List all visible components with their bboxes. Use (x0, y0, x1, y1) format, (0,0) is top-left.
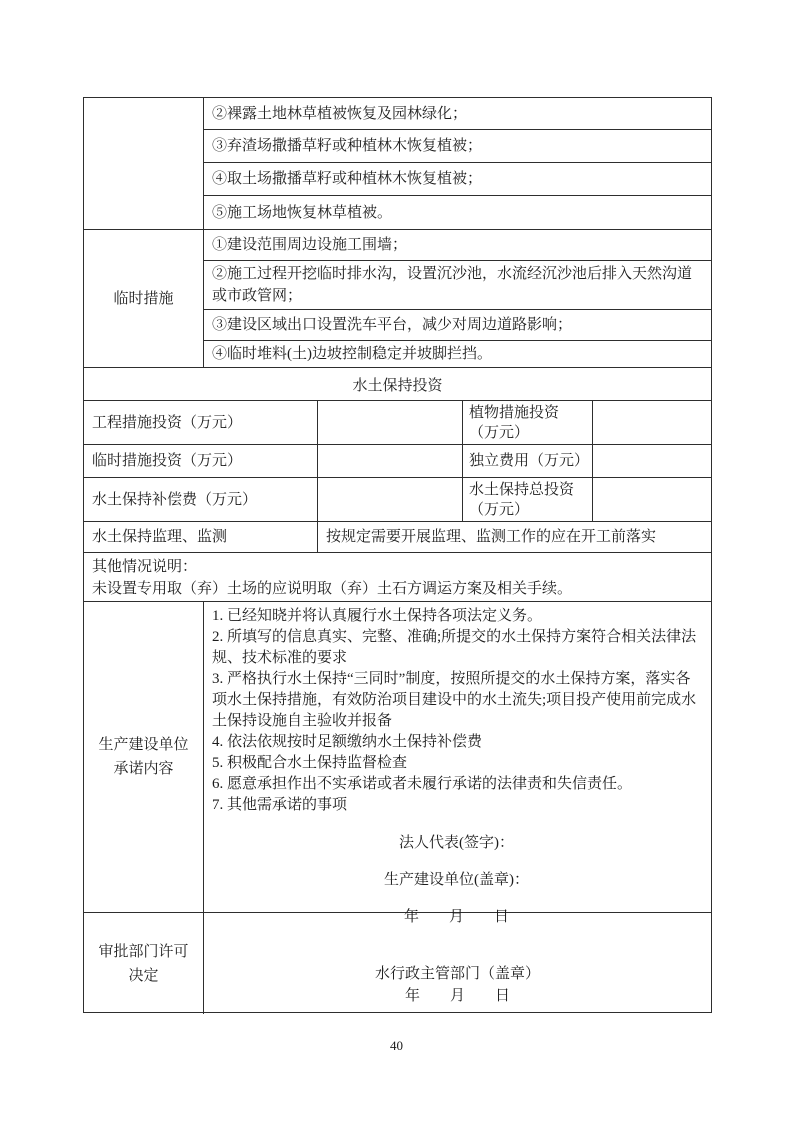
investment-row-temporary (84, 444, 711, 477)
independent-cost-label-cell (462, 445, 592, 477)
investment-header-row (84, 367, 711, 400)
other-notes-title: 其他情况说明： (92, 559, 198, 575)
approval-content-cell (204, 913, 711, 1014)
commitment-label-line1: 生产建设单位 (98, 737, 189, 753)
temporary-measures-section (84, 229, 711, 367)
vegetation-item-5 (204, 195, 711, 229)
compensation-fee-value-cell (317, 478, 462, 521)
commitment-label-line2: 承诺内容 (113, 761, 174, 777)
vegetation-item-5-text: ⑤施工场地恢复林草植被。 (212, 204, 393, 221)
vegetation-item-4 (204, 162, 711, 195)
commitment-content-cell (204, 602, 711, 925)
plant-investment-label: 植物措施投资（万元） (469, 404, 560, 441)
plant-investment-value-cell (592, 401, 711, 444)
supervision-note-cell (317, 522, 711, 552)
supervision-label: 水土保持监理、监测 (92, 529, 228, 545)
commitment-item-5: 5. 积极配合水土保持监督检查 (212, 755, 408, 771)
temporary-investment-label: 临时措施投资（万元） (92, 453, 243, 469)
vegetation-measures-label-cell-empty (84, 98, 204, 229)
commitment-item-2: 2. 所填写的信息真实、完整、准确;所提交的水土保持方案符合相关法律法规、技术标准的要求 (212, 629, 697, 666)
commitment-item-1: 1. 已经知晓并将认真履行水土保持各项法定义务。 (212, 608, 543, 624)
supervision-row (84, 521, 711, 552)
commitment-item-3: 3. 严格执行水土保持“三同时”制度，按照所提交的水土保持方案，落实各项水土保持措施，有效防治项目建设中的水土流失;项目投产使用前完成水土保持设施自主验收并报备 (212, 671, 697, 729)
vegetation-item-3-text: ③弃渣场撒播草籽或种植林木恢复植被； (212, 138, 483, 154)
commitment-section (84, 601, 711, 925)
commitment-item-7: 7. 其他需承诺的事项 (212, 797, 348, 813)
plant-investment-label-cell (462, 401, 592, 444)
commitment-item-4: 4. 依法依规按时足额缴纳水土保持补偿费 (212, 734, 483, 750)
other-notes-text: 未设置专用取（弃）土场的应说明取（弃）土石方调运方案及相关手续。 (92, 581, 573, 597)
construction-unit-seal-line: 生产建设单位(盖章)： (384, 872, 529, 888)
supervision-note: 按规定需要开展监理、监测工作的应在开工前落实 (326, 529, 657, 545)
approval-label-line1: 审批部门许可 (98, 943, 189, 960)
temporary-item-3 (204, 309, 711, 340)
engineering-investment-label: 工程措施投资（万元） (92, 414, 243, 431)
vegetation-measures-section (84, 98, 711, 229)
other-notes-cell (84, 553, 580, 601)
temporary-investment-label-cell (84, 445, 317, 477)
temporary-item-4 (204, 340, 711, 367)
page-number: 40 (390, 1038, 403, 1053)
water-authority-seal-line: 水行政主管部门（盖章） (374, 966, 540, 982)
temporary-measures-label-cell (84, 230, 204, 367)
temporary-item-4-text: ④临时堆料(土)边坡控制稳定并坡脚拦挡。 (212, 346, 492, 362)
approval-section (84, 912, 711, 1014)
commitment-date-line: 年 月 日 (403, 909, 509, 925)
temporary-investment-value-cell (317, 445, 462, 477)
investment-row-compensation (84, 477, 711, 521)
approval-date-line: 年 月 日 (404, 988, 510, 1004)
investment-row-engineering (84, 400, 711, 444)
vegetation-measures-items (204, 98, 711, 229)
supervision-label-cell (84, 522, 317, 552)
engineering-investment-value-cell (317, 401, 462, 444)
independent-cost-value-cell (592, 445, 711, 477)
vegetation-item-3 (204, 129, 711, 162)
soil-water-conservation-form-table (83, 97, 712, 1013)
temporary-item-2 (204, 260, 711, 309)
total-investment-value-cell (592, 478, 711, 521)
other-notes-section (84, 552, 711, 601)
vegetation-item-4-text: ④取土场撒播草籽或种植林木恢复植被； (212, 171, 483, 187)
temporary-item-1-text: ①建设范围周边设施工围墙； (212, 237, 408, 253)
approval-label-cell (84, 913, 204, 1014)
engineering-investment-label-cell (84, 401, 317, 444)
vegetation-item-2 (204, 98, 711, 129)
legal-representative-signature-line: 法人代表(签字)： (399, 835, 514, 851)
commitment-label-cell (84, 602, 204, 912)
investment-header-title: 水土保持投资 (352, 377, 443, 394)
total-investment-label: 水土保持总投资（万元） (469, 481, 575, 518)
commitment-item-6: 6. 愿意承担作出不实承诺或者未履行承诺的法律责和失信责任。 (212, 776, 633, 792)
temporary-item-2-text: ②施工过程开挖临时排水沟，设置沉沙池，水流经沉沙池后排入天然沟道或市政管网； (212, 266, 693, 304)
temporary-item-3-text: ③建设区域出口设置洗车平台，减少对周边道路影响； (212, 317, 573, 333)
compensation-fee-label-cell (84, 478, 317, 521)
vegetation-item-2-text: ②裸露土地林草植被恢复及园林绿化； (212, 105, 468, 122)
compensation-fee-label: 水土保持补偿费（万元） (92, 491, 258, 508)
approval-label-line2: 决定 (128, 967, 159, 984)
temporary-measures-items (204, 230, 711, 367)
independent-cost-label: 独立费用（万元） (469, 453, 590, 469)
temporary-measures-label: 临时措施 (113, 290, 174, 307)
total-investment-label-cell (462, 478, 592, 521)
temporary-item-1 (204, 230, 711, 260)
